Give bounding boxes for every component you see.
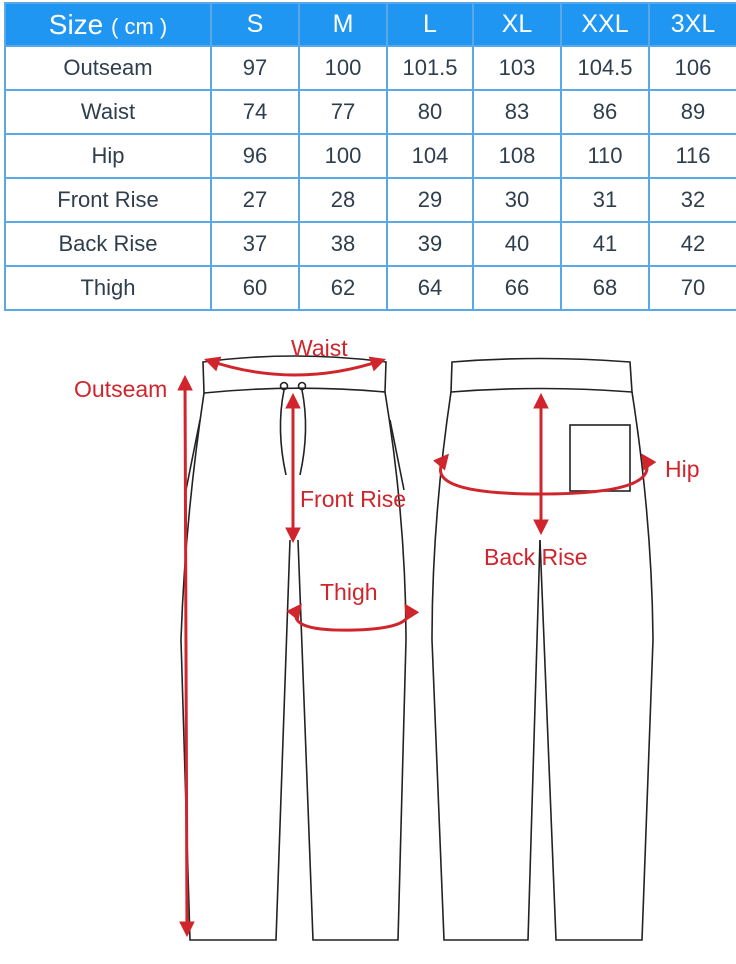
pants-measurement-diagram <box>0 316 736 964</box>
front-right-leg-outline <box>298 392 406 940</box>
table-cell: 103 <box>473 46 561 90</box>
table-cell: 83 <box>473 90 561 134</box>
table-cell: 104 <box>387 134 473 178</box>
table-cell: 86 <box>561 90 649 134</box>
table-cell: 40 <box>473 222 561 266</box>
row-label: Outseam <box>5 46 211 90</box>
drawstring-cord-left <box>280 390 286 475</box>
size-unit-header <box>5 3 211 46</box>
row-label: Waist <box>5 90 211 134</box>
table-cell: 104.5 <box>561 46 649 90</box>
table-cell: 96 <box>211 134 299 178</box>
hip-label: Hip <box>665 456 700 482</box>
table-cell: 101.5 <box>387 46 473 90</box>
table-cell: 38 <box>299 222 387 266</box>
table-cell: 68 <box>561 266 649 310</box>
table-cell: 28 <box>299 178 387 222</box>
back-pocket <box>570 425 630 491</box>
table-cell: 39 <box>387 222 473 266</box>
back-rise-label: Back Rise <box>484 544 588 570</box>
row-label: Thigh <box>5 266 211 310</box>
table-row <box>5 178 736 222</box>
thigh-measure-arrow <box>296 606 409 630</box>
table-cell: 100 <box>299 134 387 178</box>
table-cell: 106 <box>649 46 736 90</box>
size-column-header: 3XL <box>649 3 736 46</box>
row-label: Hip <box>5 134 211 178</box>
size-column-header: L <box>387 3 473 46</box>
table-cell: 64 <box>387 266 473 310</box>
size-column-header: XL <box>473 3 561 46</box>
table-cell: 32 <box>649 178 736 222</box>
table-cell: 77 <box>299 90 387 134</box>
row-label: Back Rise <box>5 222 211 266</box>
table-cell: 37 <box>211 222 299 266</box>
table-cell: 108 <box>473 134 561 178</box>
waist-label: Waist <box>291 335 348 361</box>
back-left-leg-outline <box>432 392 540 940</box>
table-cell: 70 <box>649 266 736 310</box>
hip-measure-arrow <box>440 456 647 494</box>
table-cell: 29 <box>387 178 473 222</box>
table-cell: 30 <box>473 178 561 222</box>
table-cell: 27 <box>211 178 299 222</box>
back-right-leg-outline <box>540 392 653 940</box>
size-column-header: M <box>299 3 387 46</box>
table-row <box>5 90 736 134</box>
table-cell: 80 <box>387 90 473 134</box>
size-chart-table <box>4 2 736 311</box>
table-row <box>5 46 736 90</box>
size-header-row <box>5 3 736 46</box>
outseam-label: Outseam <box>74 376 168 402</box>
table-cell: 60 <box>211 266 299 310</box>
table-row <box>5 222 736 266</box>
size-column-header: XXL <box>561 3 649 46</box>
size-header-label: Size <box>48 8 104 40</box>
table-cell: 31 <box>561 178 649 222</box>
table-cell: 116 <box>649 134 736 178</box>
size-column-header: S <box>211 3 299 46</box>
back-waistband <box>451 359 632 393</box>
table-cell: 100 <box>299 46 387 90</box>
front-rise-label: Front Rise <box>300 486 407 512</box>
table-row <box>5 134 736 178</box>
row-label: Front Rise <box>5 178 211 222</box>
table-cell: 74 <box>211 90 299 134</box>
thigh-label: Thigh <box>320 579 378 605</box>
table-cell: 41 <box>561 222 649 266</box>
table-cell: 97 <box>211 46 299 90</box>
outseam-measure-arrow <box>185 378 187 934</box>
table-cell: 62 <box>299 266 387 310</box>
front-left-leg-outline <box>181 393 290 940</box>
table-cell: 42 <box>649 222 736 266</box>
unit-label: ( cm ) <box>111 13 168 39</box>
table-cell: 110 <box>561 134 649 178</box>
table-row <box>5 266 736 310</box>
table-cell: 89 <box>649 90 736 134</box>
measurement-markings <box>185 360 647 934</box>
table-cell: 66 <box>473 266 561 310</box>
drawstring-cord-right <box>300 390 306 475</box>
